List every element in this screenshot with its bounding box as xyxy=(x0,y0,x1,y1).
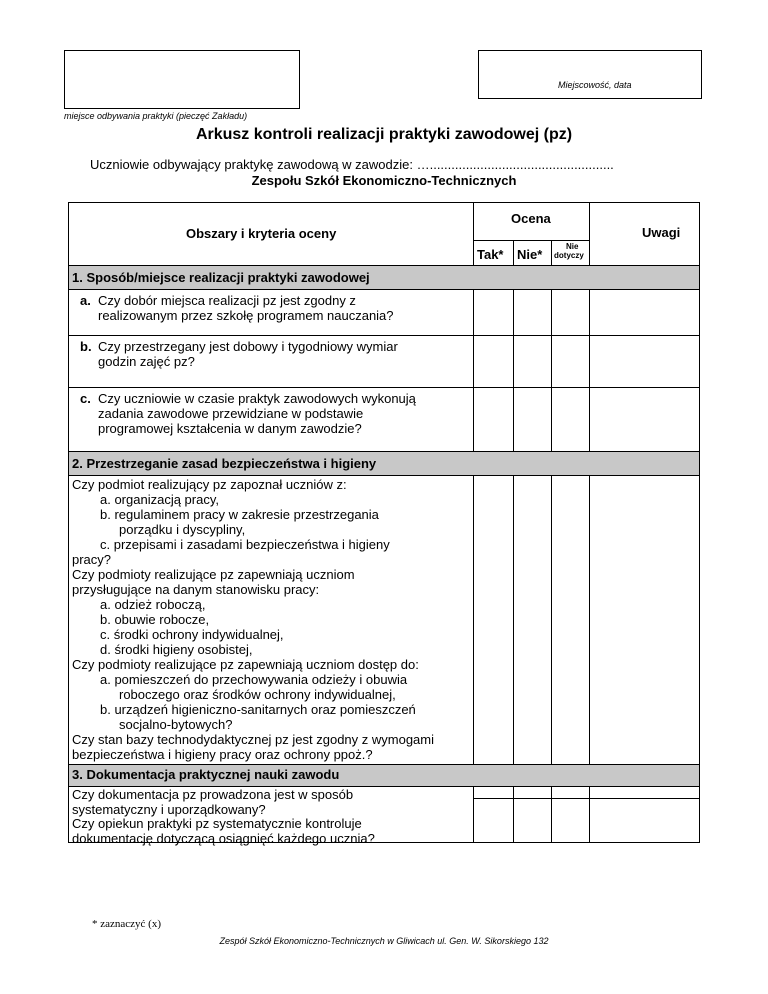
s2-line: socjalno-bytowych? xyxy=(119,717,233,732)
s2-line: c. przepisami i zasadami bezpieczeństwa i higieny xyxy=(100,537,390,552)
document-title: Arkusz kontroli realizacji praktyki zawodowej (pz) xyxy=(195,126,573,143)
item-b-label: b. xyxy=(80,339,92,354)
col-no-header: Nie* xyxy=(517,247,543,262)
s2-line: Czy podmioty realizujące pz zapewniają uczniom xyxy=(72,567,355,582)
col-na-header-2: dotyczy xyxy=(554,251,584,260)
col-areas-header: Obszary i kryteria oceny xyxy=(186,226,337,241)
section-3-title: 3. Dokumentacja praktycznej nauki zawodu xyxy=(72,767,340,782)
col-yes-header: Tak* xyxy=(477,247,504,262)
s3-q1-line-2: systematyczny i uporządkowany? xyxy=(72,802,266,817)
s2-line: b. regulaminem pracy w zakresie przestrzegania xyxy=(100,507,379,522)
s2-line: bezpieczeństwa i higieny pracy oraz ochrony ppoż.? xyxy=(72,747,373,762)
item-c-line-2: zadania zawodowe przewidziane w podstawie xyxy=(98,406,364,421)
item-a-line-2: realizowanym przez szkołę programem nauczania? xyxy=(98,308,394,323)
s3-q2-line-2: dokumentację dotyczącą osiągnięć każdego ucznia? xyxy=(72,831,375,846)
s2-line: a. organizacją pracy, xyxy=(100,492,219,507)
item-a-line-1: Czy dobór miejsca realizacji pz jest zgodny z xyxy=(98,293,356,308)
item-c-line-1: Czy uczniowie w czasie praktyk zawodowych wykonują xyxy=(98,391,416,406)
s2-line: roboczego oraz środków ochrony indywidualnej, xyxy=(119,687,396,702)
s2-line: a. odzież roboczą, xyxy=(100,597,206,612)
s2-line: przysługujące na danym stanowisku pracy: xyxy=(72,582,320,597)
s2-line: Czy podmioty realizujące pz zapewniają uczniom dostęp do: xyxy=(72,657,419,672)
place-date-caption: Miejscowość, data xyxy=(558,80,632,90)
s2-line: b. urządzeń higieniczno-sanitarnych oraz pomieszczeń xyxy=(100,702,416,717)
place-date-box xyxy=(478,50,702,99)
school-name: Zespołu Szkół Ekonomiczno-Technicznych xyxy=(251,173,517,188)
item-c-label: c. xyxy=(80,391,91,406)
page-footer: Zespół Szkół Ekonomiczno-Technicznych w Gliwicach ul. Gen. W. Sikorskiego 132 xyxy=(219,936,549,946)
footnote: * zaznaczyć (x) xyxy=(92,918,162,930)
s3-q1-line-1: Czy dokumentacja pz prowadzona jest w sposób xyxy=(72,787,354,802)
company-stamp-box xyxy=(64,50,300,109)
section-1-title: 1. Sposób/miejsce realizacji praktyki zawodowej xyxy=(72,270,370,285)
section-2-title: 2. Przestrzeganie zasad bezpieczeństwa i higieny xyxy=(72,456,377,471)
item-b-line-1: Czy przestrzegany jest dobowy i tygodniowy wymiar xyxy=(98,339,398,354)
s2-line: porządku i dyscypliny, xyxy=(119,522,246,537)
col-rating-header: Ocena xyxy=(511,211,551,226)
item-c-line-3: programowej kształcenia w danym zawodzie? xyxy=(98,421,362,436)
item-b-line-2: godzin zajęć pz? xyxy=(98,354,195,369)
intro-line: Uczniowie odbywający praktykę zawodową w zawodzie: …................................................... xyxy=(90,157,614,172)
s2-line: Czy stan bazy technodydaktycznej pz jest zgodny z wymogami xyxy=(72,732,435,747)
stamp-caption: miejsce odbywania praktyki (pieczęć Zakładu) xyxy=(64,111,248,121)
item-a-label: a. xyxy=(80,293,91,308)
col-na-header-1: Nie xyxy=(566,242,579,251)
s2-line: d. środki higieny osobistej, xyxy=(100,642,253,657)
s2-line: pracy? xyxy=(72,552,112,567)
s2-line: c. środki ochrony indywidualnej, xyxy=(100,627,284,642)
assessment-table xyxy=(68,202,700,846)
s2-line: Czy podmiot realizujący pz zapoznał uczniów z: xyxy=(72,477,347,492)
s3-q2-line-1: Czy opiekun praktyki pz systematycznie kontroluje xyxy=(72,816,362,831)
s2-line: b. obuwie robocze, xyxy=(100,612,210,627)
col-notes-header: Uwagi xyxy=(642,225,681,240)
s2-line: a. pomieszczeń do przechowywania odzieży i obuwia xyxy=(100,672,408,687)
